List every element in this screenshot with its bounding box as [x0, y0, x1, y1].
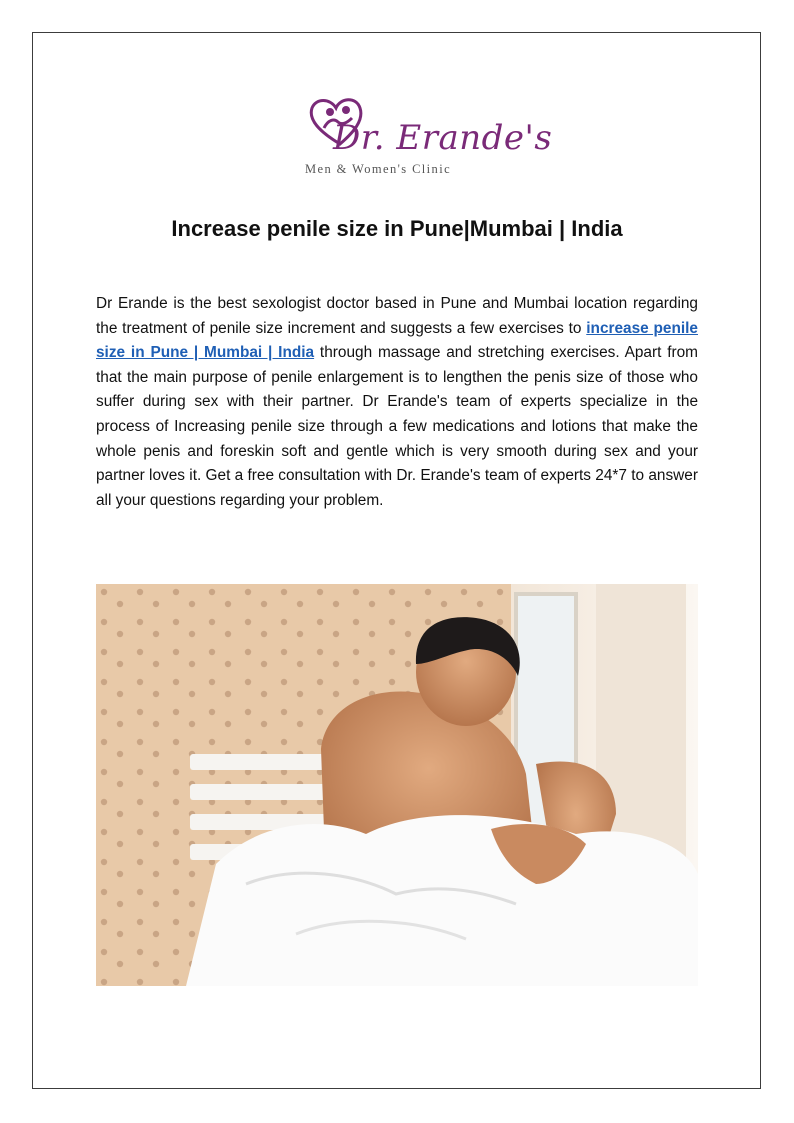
page-title: Increase penile size in Pune|Mumbai | India: [171, 216, 623, 241]
body-paragraph: [96, 292, 698, 513]
paragraph-text-after-link: through massage and stretching exercises. Apart from that the main purpose of penile enlargement is to lengthen the penis size of those who suffer during sex with their partner. Dr Erande's team of experts specialize in the process of Increasing penile size through a few medications and lotions that make the whole penis and foreskin soft and gentle which is very smooth during sex and your partner loves it. Get a free consultation with Dr. Erande's team of experts 24*7 to answer all your questions regarding your problem.: [96, 344, 698, 509]
paragraph-text-before-link: Dr Erande is the best sexologist doctor based in Pune and Mumbai location regarding the treatment of penile size increment and suggests a few exercises to: [96, 295, 698, 337]
man-in-bed-photo: [96, 584, 698, 986]
logo-name: Dr. Erande's: [333, 118, 553, 158]
increase-penile-size-link[interactable]: increase penile size in Pune | Mumbai | India: [96, 319, 698, 362]
logo-subtitle: Men & Women's Clinic: [305, 162, 452, 176]
